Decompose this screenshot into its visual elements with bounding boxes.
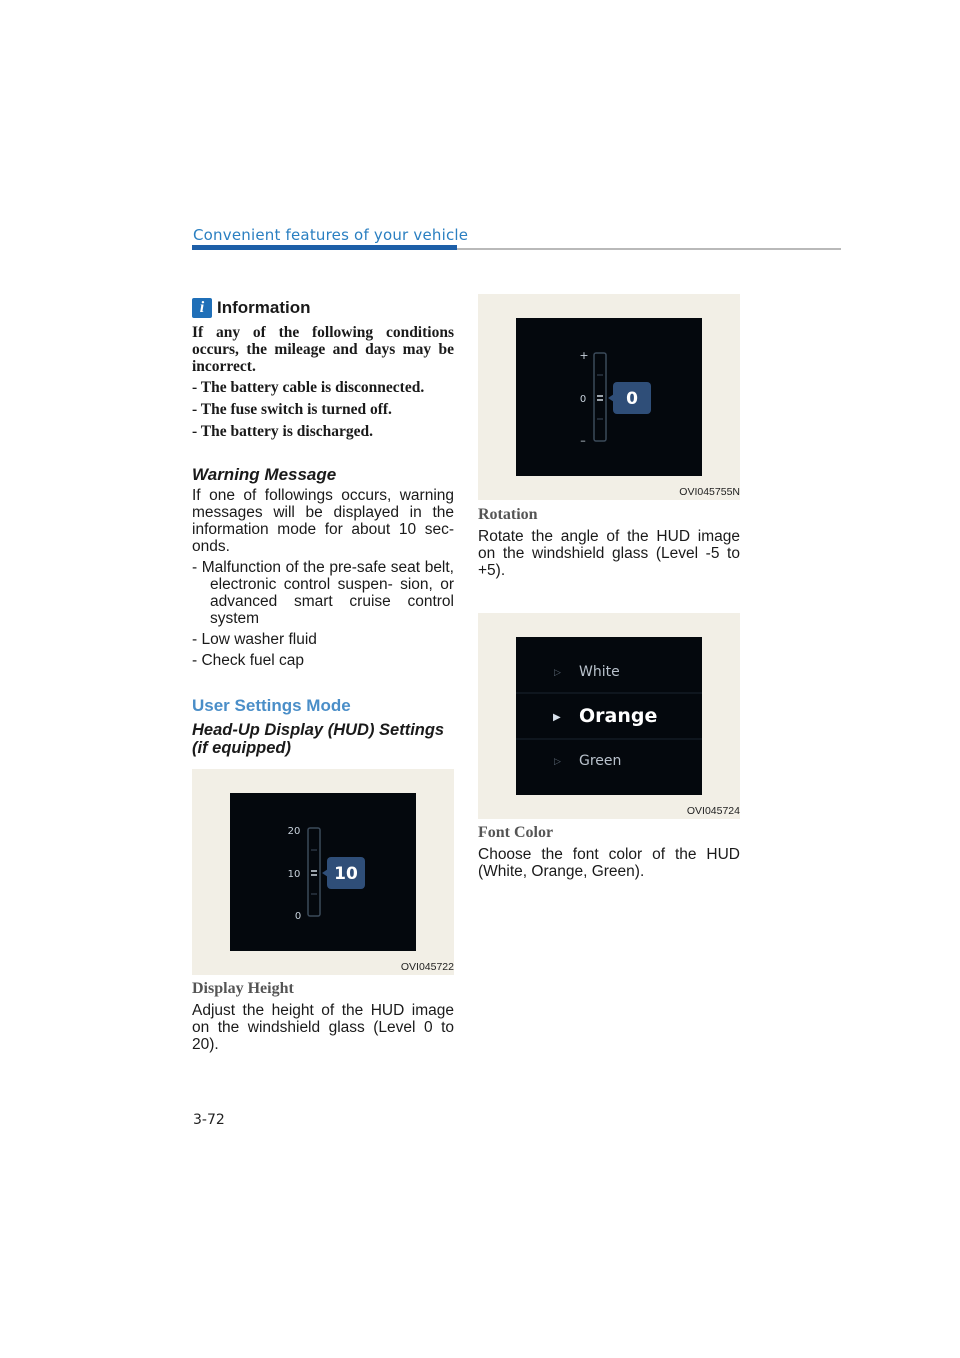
- info-heading: [192, 298, 311, 318]
- selector-value: 10: [334, 864, 358, 884]
- selector-value: 0: [626, 389, 638, 409]
- hud-screen: [516, 318, 702, 476]
- info-item: - The battery cable is disconnected.: [192, 379, 425, 396]
- page-number: 3-72: [193, 1112, 225, 1128]
- info-title: Information: [217, 298, 311, 317]
- info-body: [192, 324, 454, 440]
- font-color-menu-graphic: [516, 637, 702, 795]
- display-height-body: Adjust the height of the HUD image on the windshield glass (Level 0 to 20).: [192, 1002, 454, 1053]
- warning-item: - Check fuel cap: [192, 652, 304, 669]
- menu-option: Green: [579, 753, 622, 769]
- hud-screen: [516, 637, 702, 795]
- figure-code: OVI045722: [400, 961, 454, 973]
- play-icon: ▶: [553, 712, 561, 723]
- info-intro: If any of the following conditions occurs, the mileage and days may be incorrect.: [192, 324, 454, 375]
- scale-label-mid: 0: [579, 394, 587, 405]
- font-color-title: Font Color: [478, 824, 554, 841]
- scale-label-top: 20: [287, 826, 301, 837]
- info-item: - The fuse switch is turned off.: [192, 401, 392, 418]
- section-header: Convenient features of your vehicle: [193, 226, 469, 244]
- scale-label-mid: 10: [287, 869, 301, 880]
- scale-label-bottom: 0: [294, 911, 302, 922]
- rotation-body: Rotate the angle of the HUD image on the windshield glass (Level -5 to +5).: [478, 528, 740, 579]
- chevron-right-icon: ▷: [554, 668, 561, 678]
- hud-settings-title: Head-Up Display (HUD) Settings (if equipped): [192, 721, 445, 757]
- scale-label-bottom: –: [580, 434, 586, 447]
- display-height-title: Display Height: [192, 980, 294, 997]
- height-scale-graphic: [230, 793, 416, 951]
- warning-intro: If one of followings occurs, warning messages will be displayed in the information mode for about 10 sec- onds.: [192, 487, 454, 555]
- menu-option-selected: Orange: [579, 705, 658, 727]
- figure-code: OVI045755N: [679, 486, 740, 498]
- rotation-title: Rotation: [478, 506, 538, 523]
- header-bar: [192, 245, 457, 250]
- header-rule: [457, 248, 841, 250]
- warning-item: - Low washer fluid: [192, 631, 317, 648]
- warning-item: - Malfunction of the pre-safe seat belt, electronic control suspen- sion, or advanced smart cruise control system: [192, 559, 454, 627]
- info-item: - The battery is discharged.: [192, 423, 373, 440]
- hud-screen: [230, 793, 416, 951]
- menu-option: White: [579, 664, 620, 680]
- figure-rotation: [478, 294, 740, 500]
- figure-code: OVI045724: [686, 805, 740, 817]
- warning-title: Warning Message: [192, 465, 337, 484]
- scale-track: [594, 353, 606, 441]
- scale-label-top: +: [579, 349, 589, 362]
- scale-track: [308, 828, 320, 916]
- figure-font-color: [478, 613, 740, 819]
- rotation-scale-graphic: [516, 318, 702, 476]
- user-settings-title: User Settings Mode: [192, 696, 351, 715]
- font-color-body: Choose the font color of the HUD (White, Orange, Green).: [478, 846, 740, 880]
- info-icon: i: [192, 298, 212, 318]
- chevron-right-icon: ▷: [554, 757, 561, 767]
- figure-display-height: [192, 769, 454, 975]
- warning-body: [192, 487, 454, 669]
